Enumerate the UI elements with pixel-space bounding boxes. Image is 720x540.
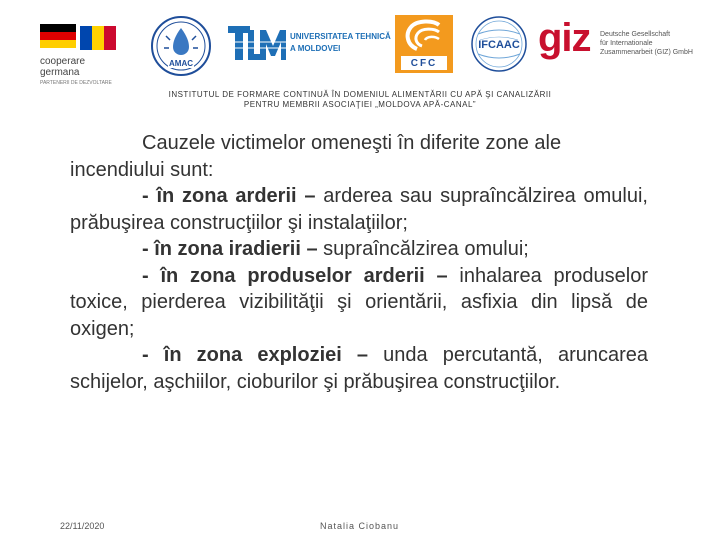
logo-bar	[0, 0, 720, 88]
institute-header	[0, 90, 720, 110]
zone-item	[70, 342, 648, 395]
cfc-label: CFC	[410, 58, 438, 69]
utm-mark-icon	[226, 22, 288, 68]
zone-description: supraîncălzirea omului;	[317, 238, 529, 260]
giz-line2: für Internationale	[600, 40, 653, 47]
amac-seal-logo	[146, 14, 216, 80]
zone-description: arderea sau supraîncălzirea omului, prăbuşirea construcţiilor şi instalaţiilor;	[70, 185, 648, 234]
giz-mark: giz	[538, 16, 591, 60]
cfc-logo	[395, 15, 453, 73]
zone-title: - în zona produselor arderii –	[142, 264, 448, 287]
header-line2: PENTRU MEMBRII ASOCIAŢIEI „MOLDOVA APĂ-CANAL”	[243, 100, 477, 109]
germany-flag-icon	[40, 24, 76, 48]
zone-item	[70, 183, 648, 236]
footer-author: Natalia Ciobanu	[320, 521, 400, 531]
germana-text: germana	[40, 67, 80, 78]
intro-paragraph: Cauzele victimelor omeneşti în diferite zone ale incendiului sunt:	[70, 132, 562, 181]
zone-description: inhalarea produselor toxice, pierderea vizibilităţii şi orientării, asfixia din lipsă de oxigen;	[70, 264, 648, 340]
cfc-swirl-icon	[395, 17, 453, 57]
cooperare-germana-logo	[38, 22, 120, 86]
utm-logo	[226, 22, 391, 70]
zone-title: - în zona exploziei –	[142, 344, 369, 366]
moldova-flag-icon	[80, 26, 116, 50]
slide-body	[70, 130, 648, 395]
partners-text: PARTENERII DE DEZVOLTARE	[40, 80, 112, 86]
zone-title: - în zona arderii –	[142, 185, 316, 207]
amac-label: AMAC	[169, 59, 193, 68]
cooperare-text: cooperare	[40, 56, 86, 67]
zone-description: unda percutantă, aruncarea schijelor, aşchiilor, cioburilor şi prăbuşirea construcţiilor.	[70, 344, 649, 393]
zone-title: - în zona iradierii –	[142, 238, 318, 260]
giz-logo	[538, 16, 693, 66]
zone-item	[70, 236, 648, 263]
giz-line3: Zusammenarbeit (GIZ) GmbH	[600, 49, 693, 56]
header-line1: INSTITUTUL DE FORMARE CONTINUĂ ÎN DOMENIUL ALIMENTĂRII CU APĂ ŞI CANALIZĂRII	[168, 90, 552, 99]
utm-line1: UNIVERSITATEA TEHNICĂ	[290, 32, 391, 41]
footer-date: 22/11/2020	[60, 521, 105, 531]
ifcaac-logo	[470, 12, 528, 76]
giz-line1: Deutsche Gesellschaft	[600, 31, 671, 38]
zone-item	[70, 263, 648, 343]
utm-line2: A MOLDOVEI	[290, 44, 341, 53]
ifcaac-label: IFCAAC	[478, 39, 520, 51]
